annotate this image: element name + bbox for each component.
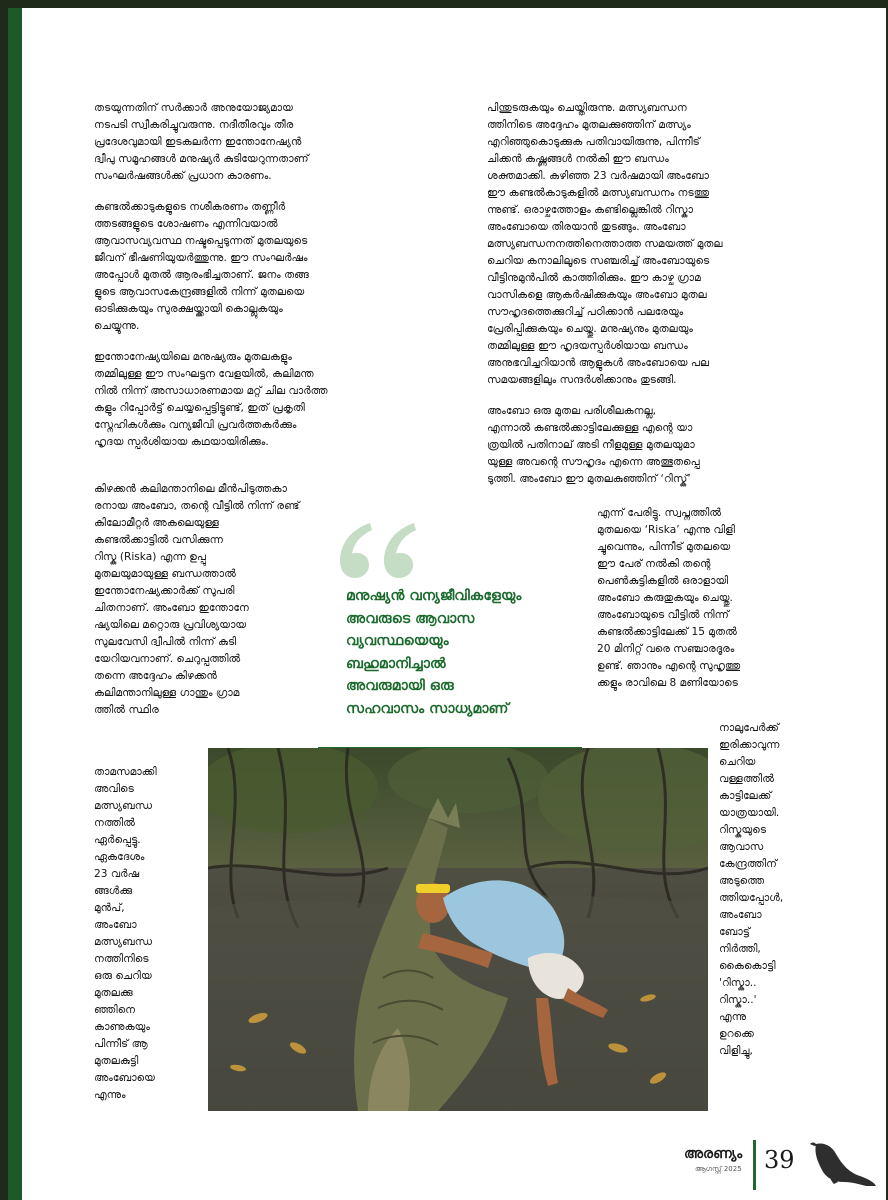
paragraph: താമസമാക്കി അവിടെ മത്സ്യബന്ധ നത്തിൽ ഏർപ്പെട്ടു. ഏകദേശം 23 വർഷ ങ്ങൾക്കു മുൻപ്, അംബോ മത്സ്യബന്ധ നത്തിനിടെ ഒരു ചെറിയ മുതലക്കു ഞ്ഞിനെ കാണുകയും പിന്നീട് ആ മുതലകുട്ടി അംബോയെ എന്നും bbox=[94, 766, 157, 1101]
pull-quote-text: മനുഷ്യൻ വന്യജീവികളേയും അവരുടെ ആവാസ വ്യവസ്ഥയെയും ബഹുമാനിച്ചാൽ അവരുമായി ഒരു സഹവാസം സാധ്യമാണ് bbox=[346, 588, 522, 717]
article-column-right-narrow bbox=[719, 720, 879, 1060]
page-footer bbox=[8, 1138, 886, 1200]
paragraph: എന്ന് പേരിട്ടു. സ്വപ്നത്തിൽ മുതലയെ ‘Riska’ എന്നു വിളി ച്ചുവെന്നും, പിന്നീട് മുതലയെ ഈ പേര് നൽകി തന്റെ പെൺകുട്ടികളിൽ ഒരാളായി അംബോ കരുതുകയും ചെയ്തു. അംബോയുടെ വീട്ടിൽ നിന്ന് കണ്ടൽക്കാട്ടിലേക്ക് 15 മുതൽ 20 മിനിറ്റ് വരെ സഞ്ചാരദൂരം ഉണ്ട്. ഞാനും എന്റെ സുഹൃത്തു ക്കളും രാവിലെ 8 മണിയോടെ bbox=[597, 507, 741, 689]
article-column-right-wrap bbox=[597, 505, 879, 692]
magazine-page bbox=[8, 8, 886, 1200]
page-edge-bar bbox=[8, 8, 22, 1200]
article-column-left bbox=[94, 100, 476, 451]
quote-mark-icon bbox=[332, 521, 422, 579]
paragraph: ഇന്തോനേഷ്യയിലെ മനുഷ്യരും മുതലകളും തമ്മിലുള്ള ഈ സംഘട്ടന വേളയിൽ, കലിമന്ത നിൽ നിന്ന് അസാധാരണമായ മറ്റ് ചില വാർത്ത കളും റിപ്പോർട്ട് ചെയ്യപ്പെട്ടിട്ടുണ്ട്, ഇത് പ്രകൃതി സ്നേഹികൾക്കും വന്യജീവി പ്രവർത്തകർക്കും ഹൃദയ സ്പർശിയായ കഥയായിരിക്കും. bbox=[94, 351, 328, 448]
pull-quote bbox=[318, 521, 586, 753]
article-column-right bbox=[487, 100, 877, 488]
footer-divider bbox=[753, 1140, 756, 1190]
issue-date: ആഗസ്റ്റ് 2025 bbox=[695, 1165, 742, 1173]
magazine-name: അരണ്യം bbox=[684, 1146, 743, 1162]
paragraph: കിഴക്കൻ കലിമന്താനിലെ മീൻപിടുത്തകാ രനായ അംബോ, തന്റെ വീട്ടിൽ നിന്ന് രണ്ട് കിലോമീറ്റർ അകലെയുള്ള കണ്ടൽക്കാട്ടിൽ വസിക്കുന്ന റിസ്ക (Riska) എന്ന ഉപ്പു മുതലയുമായുള്ള ബന്ധത്താൽ ഇന്തോനേഷ്യക്കാർക്ക് സുപരി ചിതനാണ്. അംബോ ഇന്തോനേ ഷ്യയിലെ മറ്റൊരു പ്രവിശ്യയായ സുലവേസി ദ്വീപിൽ നിന്ന് കുടി യേറിയവനാണ്. ചെറുപ്പത്തിൽ തന്നെ അദ്ദേഹം കിഴക്കൻ കലിമന്താനിലുള്ള ഗാന്തും ഗ്രാമ ത്തിൽ സ്ഥിര bbox=[94, 483, 300, 716]
paragraph: കണ്ടൽക്കാടുകളുടെ നശീകരണം തണ്ണീർ ത്തടങ്ങളുടെ ശോഷണം എന്നിവയാൽ ആവാസവ്യവസ്ഥ നഷ്ടപ്പെടുന്നത് മുതലയുടെ ജീവന് ഭീഷണിയുയർത്തുന്നു. ഈ സംഘർഷം അപ്പോൾ മുതൽ ആരംഭിച്ചതാണ്. ജനം തങ്ങ ളുടെ ആവാസകേന്ദ്രങ്ങളിൽ നിന്ന് മുതലയെ ഓടിക്കുകയും സുരക്ഷയ്ക്കായി കൊല്ലുകയും ചെയ്യുന്നു. bbox=[94, 201, 309, 332]
paragraph: അംബോ ഒരു മുതല പരിശീലകനല്ല, എന്നാൽ കണ്ടൽക്കാട്ടിലേക്കുള്ള എന്റെ യാ ത്രയിൽ പതിനാല് അടി നീളമുള്ള മുതലയുമാ യുള്ള അവന്റെ സൗഹൃദം എന്നെ അത്ഭുതപ്പെ ടുത്തി. അംബോ ഈ മുതലകുഞ്ഞിന് ‘റിസ്ക്’ bbox=[487, 405, 700, 485]
paragraph: നാലുപേർക്ക് ഇരിക്കാവുന്ന ചെറിയ വള്ളത്തിൽ കാട്ടിലേക്ക് യാത്രയായി. റിസ്കയുടെ ആവാസ കേന്ദ്രത്തിന് അടുത്തെ ത്തിയപ്പോൾ, അംബോ ബോട്ട് നിർത്തി, കൈകൊട്ടി 'റിസ്കാ.. റിസ്കാ..' എന്നു ഉറക്കെ വിളിച്ചു, bbox=[719, 722, 784, 1057]
man-with-crocodile-photo bbox=[208, 748, 708, 1111]
photo-illustration bbox=[208, 748, 708, 1111]
page-number: 39 bbox=[764, 1146, 795, 1174]
article-column-left-wrap bbox=[94, 481, 322, 719]
article-column-left-narrow bbox=[94, 764, 206, 1104]
paragraph: പിന്തുടരുകയും ചെയ്തിരുന്നു. മത്സ്യബന്ധന ത്തിനിടെ അദ്ദേഹം മുതലക്കുഞ്ഞിന് മത്സ്യം എറിഞ്ഞുകൊടുക്കുക പതിവായിരുന്നു, പിന്നീട് ചിക്കൻ കഷ്ണങ്ങൾ നൽകി ഈ ബന്ധം ശക്തമാക്കി. കഴിഞ്ഞ 23 വർഷമായി അംബോ ഈ കണ്ടൽകാടുകളിൽ മത്സ്യബന്ധനം നടത്തു ന്നുണ്ട്. ഒരാഴ്ചത്തോളം കണ്ടില്ലെങ്കിൽ റിസ്കാ അംബോയെ തിരയാൻ തുടങ്ങും. അംബോ മത്സ്യബന്ധനനത്തിനെത്താത്ത സമയത്ത് മുതല ചെറിയ കനാലിലൂടെ സഞ്ചരിച്ച് അംബോയുടെ വീട്ടിനുമുൻപിൽ കാത്തിരിക്കും. ഈ കാഴ്ച ഗ്രാമ വാസികളെ ആകർഷിക്കുകയും അംബോ മുതല സൗഹൃദത്തെക്കുറിച്ച് പഠിക്കാൻ പലരേയും പ്രേരിപ്പിക്കുകയും ചെയ്തു. മനുഷ്യനും മുതലയും തമ്മിലുള്ള ഈ ഹൃദയസ്പർശിയായ ബന്ധം അനുഭവിച്ചറിയാൻ ആളുകൾ അംബോയെ പല സമയങ്ങളിലും സന്ദർശിക്കാനും തുടങ്ങി. bbox=[487, 102, 723, 386]
hornbill-icon bbox=[808, 1138, 878, 1190]
paragraph: തടയുന്നതിന് സർക്കാർ അനുയോജ്യമായ നടപടി സ്വീകരിച്ചുവരുന്നു. നദീതീരവും തീര പ്രദേശവുമായി ഇടകലർന്ന ഇന്തോനേഷ്യൻ ദ്വീപു സമൂഹങ്ങൾ മനുഷ്യർ കുടിയേറുന്നതാണ് സംഘർഷങ്ങൾക്ക് പ്രധാന കാരണം. bbox=[94, 102, 309, 182]
